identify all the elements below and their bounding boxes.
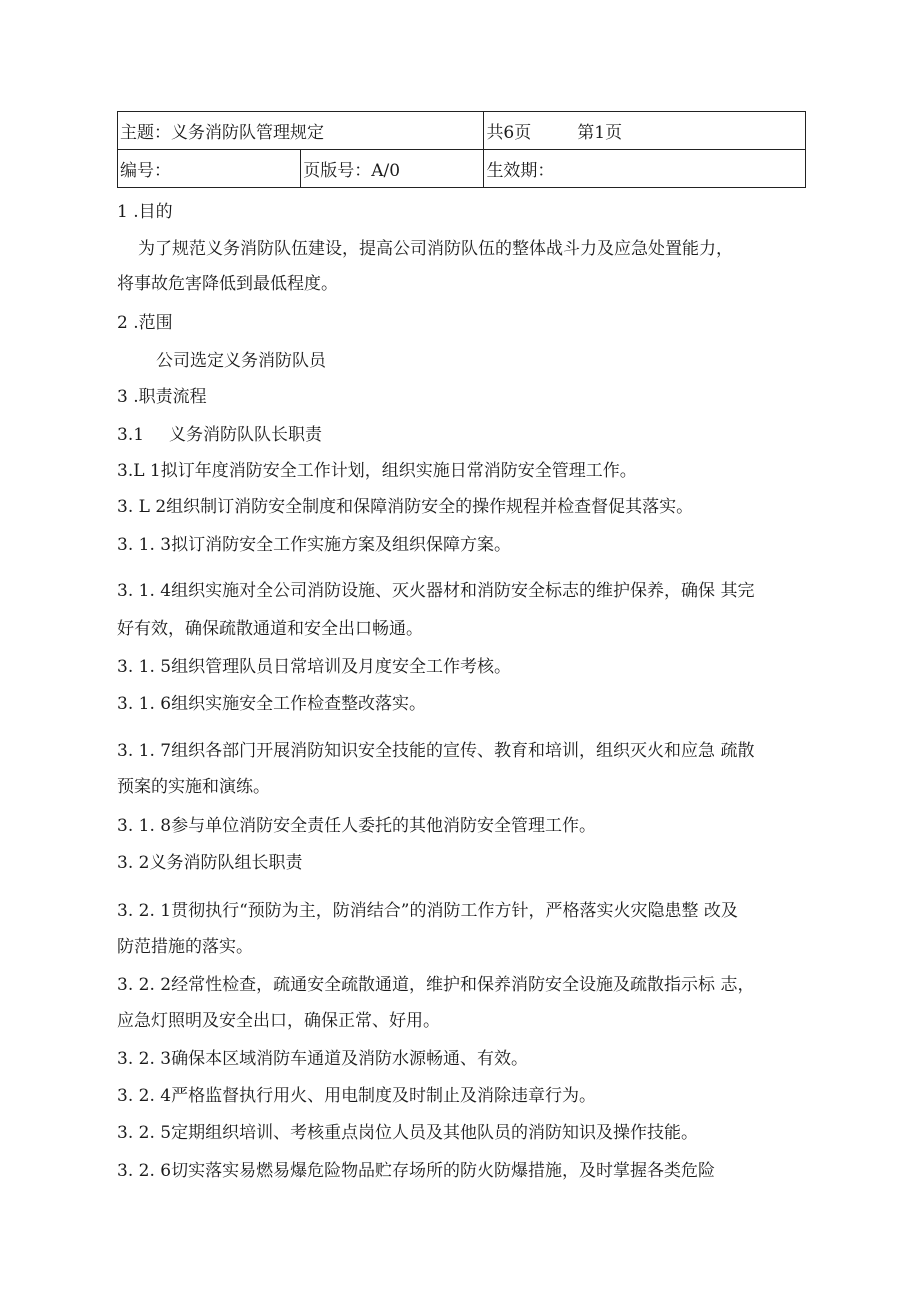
section-3-1-number: 3.1 xyxy=(117,425,145,445)
total-pages: 共6页 xyxy=(486,123,532,143)
current-page: 第1页 xyxy=(577,123,623,143)
section-3-1-heading xyxy=(117,425,322,445)
list-item: 3. 2. 3确保本区域消防车通道及消防水源畅通、有效。 xyxy=(117,1049,529,1069)
page-count-cell xyxy=(484,112,806,150)
paragraph-line: 公司选定义务消防队员 xyxy=(156,351,326,371)
list-item: 3. 2. 2经常性检查，疏通安全疏散通道，维护和保养消防安全设施及疏散指示标 志， xyxy=(117,975,755,995)
list-item: 3. 2. 5定期组织培训、考核重点岗位人员及其他队员的消防知识及操作技能。 xyxy=(117,1123,699,1143)
list-item: 3. 1. 8参与单位消防安全责任人委托的其他消防安全管理工作。 xyxy=(117,816,597,836)
list-item: 3. 2. 1贯彻执行“预防为主，防消结合”的消防工作方针，严格落实火灾隐患整 改及 xyxy=(117,901,738,921)
list-item: 3. 1. 7组织各部门开展消防知识安全技能的宣传、教育和培训，组织灭火和应急 疏散 xyxy=(117,741,755,761)
header-row-1 xyxy=(118,112,806,150)
section-1-heading: 1 .目的 xyxy=(117,202,173,222)
document-header-table xyxy=(117,111,806,188)
subject-cell: 主题：义务消防队管理规定 xyxy=(118,112,484,150)
list-item: 3. 2. 4严格监督执行用火、用电制度及时制止及消除违章行为。 xyxy=(117,1086,597,1106)
section-3-heading: 3 .职责流程 xyxy=(117,387,207,407)
doc-number-cell: 编号： xyxy=(118,150,301,188)
effective-date-cell: 生效期： xyxy=(484,150,806,188)
paragraph-line: 为了规范义务消防队伍建设，提高公司消防队伍的整体战斗力及应急处置能力， xyxy=(138,239,733,259)
list-item: 3. 1. 3拟订消防安全工作实施方案及组织保障方案。 xyxy=(117,535,512,555)
list-item-continuation: 应急灯照明及安全出口，确保正常、好用。 xyxy=(117,1011,440,1031)
list-item-continuation: 预案的实施和演练。 xyxy=(117,777,270,797)
list-item: 3. 1. 4组织实施对全公司消防设施、灭火器材和消防安全标志的维护保养，确保 其完 xyxy=(117,581,755,601)
paragraph-line: 将事故危害降低到最低程度。 xyxy=(117,274,338,294)
version-cell: 页版号：A/0 xyxy=(301,150,484,188)
list-item: 3. 1. 6组织实施安全工作检查整改落实。 xyxy=(117,694,427,714)
section-2-heading: 2 .范围 xyxy=(117,313,173,333)
list-item: 3. L 2组织制订消防安全制度和保障消防安全的操作规程并检查督促其落实。 xyxy=(117,497,694,517)
list-item-continuation: 防范措施的落实。 xyxy=(117,937,253,957)
list-item: 3.L 1拟订年度消防安全工作计划，组织实施日常消防安全管理工作。 xyxy=(117,461,637,481)
list-item: 3. 2. 6切实落实易燃易爆危险物品贮存场所的防火防爆措施，及时掌握各类危险 xyxy=(117,1161,716,1181)
section-3-1-title: 义务消防队队长职责 xyxy=(169,425,322,445)
list-item-continuation: 好有效，确保疏散通道和安全出口畅通。 xyxy=(117,619,423,639)
list-item: 3. 1. 5组织管理队员日常培训及月度安全工作考核。 xyxy=(117,657,512,677)
header-row-2 xyxy=(118,150,806,188)
section-3-2-heading: 3. 2义务消防队组长职责 xyxy=(117,853,303,873)
